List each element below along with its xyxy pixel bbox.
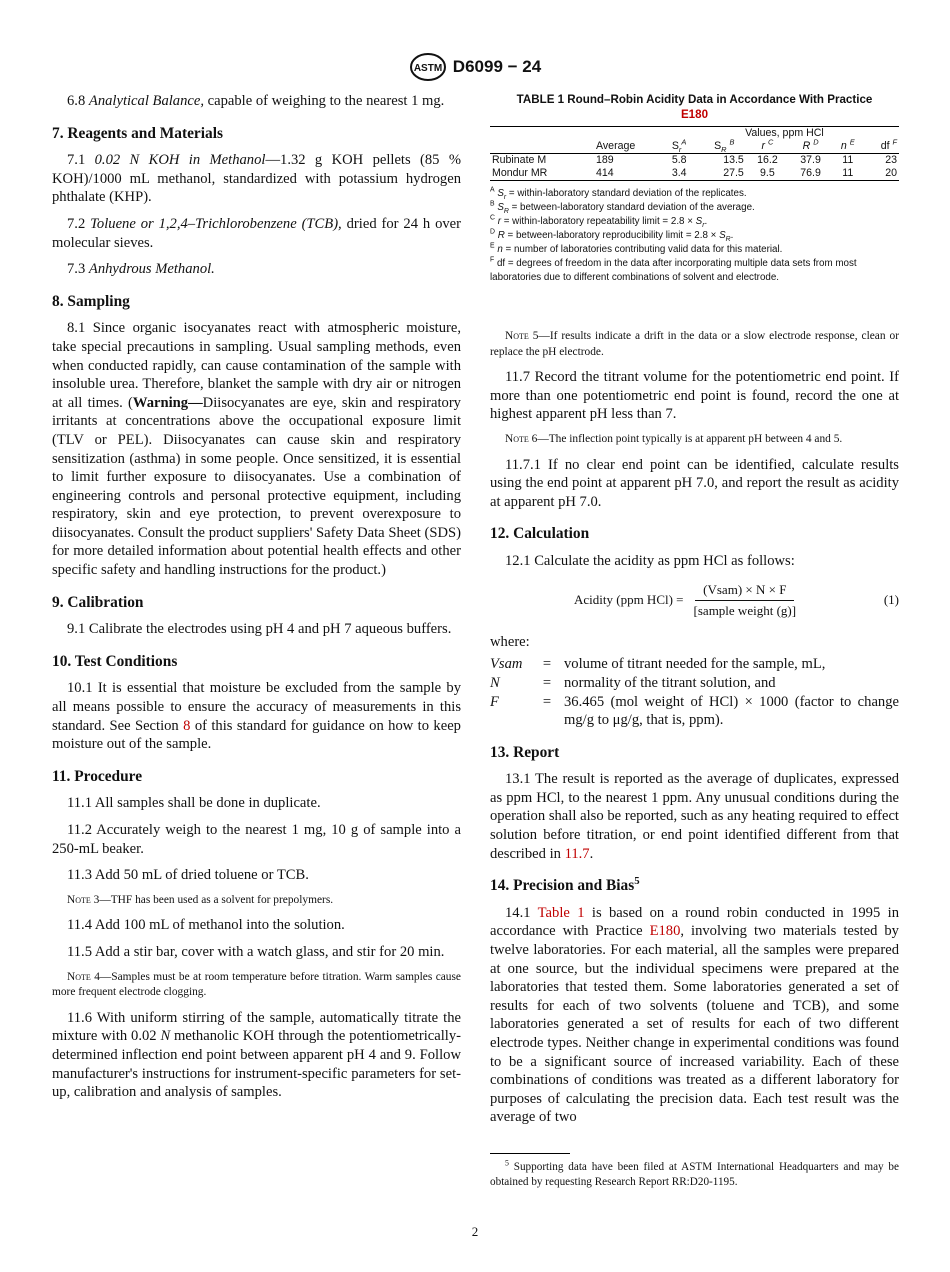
section-7-heading: 7. Reagents and Materials xyxy=(52,124,223,142)
variable-definitions xyxy=(490,655,899,729)
section-9-heading: 9. Calibration xyxy=(52,593,144,611)
equation-number: (1) xyxy=(883,592,899,608)
section-8-link[interactable]: 8 xyxy=(183,717,191,734)
para-7-2: 7.2 Toluene or 1,2,4–Trichlorobenzene (TCB), dried for 24 h over molecular sieves. xyxy=(52,215,462,251)
para-11-1: 11.1 All samples shall be done in duplicate. xyxy=(67,795,321,812)
where-label: where: xyxy=(490,633,530,650)
table-1 xyxy=(490,126,899,181)
equation-1 xyxy=(490,581,899,621)
section-8-heading: 8. Sampling xyxy=(52,292,130,310)
table-footnote-a: $^A$ $S_r$ = within-laboratory standard deviation of the replicates. xyxy=(490,186,747,201)
table-1-link[interactable]: Table 1 xyxy=(537,904,585,921)
page-number: 2 xyxy=(471,1224,479,1239)
para-9-1: 9.1 Calibrate the electrodes using pH 4 and pH 7 aqueous buffers. xyxy=(67,621,452,638)
footnote-divider xyxy=(490,1153,570,1154)
col-sR: $S_R$ $^B$ xyxy=(714,137,735,155)
para-7-1: 7.1 0.02 N KOH in Methanol—1.32 g KOH pellets (85 % KOH)/1000 mL methanol, standardized with potassium hydrogen phthalate (KHP). xyxy=(52,152,461,206)
section-12-heading: 12. Calculation xyxy=(490,525,590,543)
para-8-1: 8.1 Since organic isocyanates react with atmospheric moisture, take special precautions in sampling. Usual sampling methods, even when conducted rapidly, can cause contamination of the sample with insoluble urea. Therefore, blanket the sample with dry air or nitrogen at all times. (Warning—Diisocyanates are eye, skin and respiratory irritants at concentrations above the occupational exposure limit (TLV or PEL). Diisocyanates can cause skin and respiratory sensitization (asthma) in some people. Once sensitized, it is essential to limit further exposure to diisocyanates. Use a combination of engineering controls and personal protective equipment, including respiratory, skin and eye protection, to prevent overexposure to diisocyanates. Consult the product suppliers' Safety Data Sheet (SDS) for more detailed information about potential health effects and other specific safety and handling instructions for the product.) xyxy=(52,320,461,579)
para-7-3: 7.3 Anhydrous Methanol. xyxy=(67,261,215,278)
page-header xyxy=(0,52,950,82)
note-3: Note 3—THF has been used as a solvent for prepolymers. xyxy=(67,893,334,906)
table-footnote-f: $^F$ df = degrees of freedom in the data after incorporating multiple data sets from most laboratories due to different combinations of solvent and electrode. xyxy=(490,256,857,283)
note-6: Note 6—The inflection point typically is at apparent pH between 4 and 5. xyxy=(505,432,843,445)
col-n: n $^E$ xyxy=(840,137,855,152)
section-10-heading: 10. Test Conditions xyxy=(52,652,178,670)
footnote-5: $^5$ Supporting data have been filed at ASTM International Headquarters and may be obtained by requesting Research Report RR:D20-1195. xyxy=(490,1158,899,1188)
equation-denominator: [sample weight (g)] xyxy=(693,603,797,619)
section-11-heading: 11. Procedure xyxy=(52,767,143,785)
e180-link[interactable]: E180 xyxy=(680,108,709,121)
para-11-7-1: 11.7.1 If no clear end point can be identified, calculate results using the end point at apparent pH 7.0, and report the result as acidity at apparent pH 7.0. xyxy=(490,456,899,510)
para-11-2: 11.2 Accurately weigh to the nearest 1 mg, 10 g of sample into a 250-mL beaker. xyxy=(52,822,461,857)
group-header: Values, ppm HCl xyxy=(670,127,899,141)
right-column xyxy=(490,92,899,1190)
note-4: Note 4—Samples must be at room temperature before titration. Warm samples cause more frequent electrode clogging. xyxy=(52,970,461,999)
para-11-7: 11.7 Record the titrant volume for the potentiometric end point. If more than one potentiometric end point is found, record the one at highest apparent pH less than 7. xyxy=(490,369,899,423)
section-11-7-link[interactable]: 11.7 xyxy=(564,845,590,862)
table-footnote-e: $^E$ n = number of laboratories contributing valid data for this material. xyxy=(490,242,783,255)
col-sr: $S_r^A$ xyxy=(671,137,687,155)
table-row: Rubinate M 189 5.8 13.5 16.2 37.9 11 23 xyxy=(492,154,897,166)
para-6-8: 6.8 Analytical Balance, capable of weighing to the nearest 1 mg. xyxy=(67,93,445,109)
para-11-6: 11.6 With uniform stirring of the sample, automatically titrate the mixture with 0.02 N methanolic KOH through the potentiometrically-determined inflection end point between apparent pH 4 and 9. Follow manufacturer's instructions for instrument-specific parameters for set-up, calibration and analysis of samples. xyxy=(52,1009,461,1101)
col-df: df $^F$ xyxy=(880,137,897,152)
para-14-1: 14.1 Table 1 is based on a round robin conducted in 1995 in accordance with Practice E180, involving two materials tested by twelve laboratories. For each material, all the samples were prepared at one source, but the individual specimens were prepared at the laboratories that tested them. Some laboratories generated a set of results for each of two solvents (toluene and TCB), and some laboratories generated a set of results for each of two different electrode types. Neither change in experimental conditions was found to be a significant source of increased variability. Each of these combinations of conditions was treated as a different laboratory for purposes of calculating the precision data. Each test result was the average of two xyxy=(490,904,899,1126)
para-11-3: 11.3 Add 50 mL of dried toluene or TCB. xyxy=(67,867,309,884)
designation: D6099 − 24 xyxy=(452,57,542,76)
table-1-title: TABLE 1 Round–Robin Acidity Data in Accordance With Practice E180 xyxy=(516,93,873,121)
equation-numerator: (Vsam) × N × F xyxy=(695,581,794,602)
para-11-4: 11.4 Add 100 mL of methanol into the solution. xyxy=(67,917,345,934)
table-footnote-d: $^D$ R = between-laboratory reproducibility limit = $2.8 \times S_R$. xyxy=(490,228,734,243)
section-14-heading: 14. Precision and Bias$^5$ xyxy=(490,875,640,895)
para-11-5: 11.5 Add a stir bar, cover with a watch glass, and stir for 20 min. xyxy=(67,943,445,960)
logo-text: ASTM xyxy=(413,63,442,74)
list-item: F = 36.465 (mol weight of HCl) × 1000 (factor to change mg/g to μg/g, that is, ppm). xyxy=(490,693,899,729)
list-item: Vsam = volume of titrant needed for the sample, mL, xyxy=(490,656,826,673)
astm-logo-icon xyxy=(409,52,447,82)
table-footnotes xyxy=(490,187,899,285)
note-5: Note 5—If results indicate a drift in the data or a slow electrode response, clean or replace the pH electrode. xyxy=(490,330,899,358)
col-R: R $^D$ xyxy=(802,137,819,152)
para-13-1: 13.1 The result is reported as the average of duplicates, expressed as ppm HCl, to the nearest 1 ppm. Any unusual conditions during the operation shall also be reported, such as any heating required to effect solution before titration, or end point identified different from that described in 11.7. xyxy=(490,771,899,862)
col-r: r $^C$ xyxy=(761,137,774,152)
col-average: Average xyxy=(596,140,636,152)
para-12-1: 12.1 Calculate the acidity as ppm HCl as follows: xyxy=(505,552,795,569)
section-13-heading: 13. Report xyxy=(490,743,560,761)
list-item: N = normality of the titrant solution, and xyxy=(490,674,776,691)
table-footnote-c: $^C$ r = within-laboratory repeatability limit = $2.8 \times S_r$. xyxy=(490,214,708,229)
table-footnote-b: $^B$ $S_R$ = between-laboratory standard deviation of the average. xyxy=(490,200,755,215)
table-row: Mondur MR 414 3.4 27.5 9.5 76.9 11 20 xyxy=(492,167,897,179)
left-column xyxy=(52,92,461,1110)
equation-lhs: Acidity (ppm HCl) = xyxy=(574,592,684,608)
e180-text-link[interactable]: E180 xyxy=(649,923,681,940)
para-10-1: 10.1 It is essential that moisture be excluded from the sample by all means possible to ensure the accuracy of measurements in this standard. See Section 8 of this standard for guidance on how to keep moisture out of the sample. xyxy=(52,680,461,753)
